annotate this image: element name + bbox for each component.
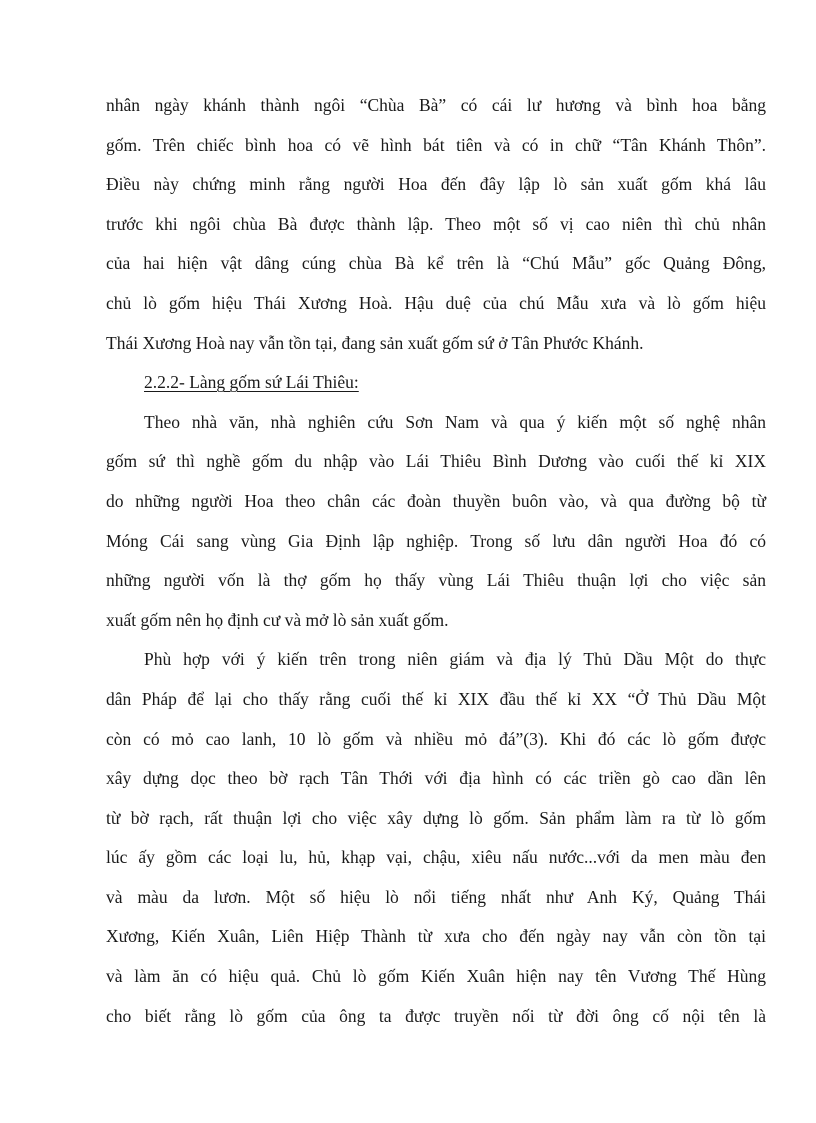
text-line: nhân ngày khánh thành ngôi “Chùa Bà” có cái lư hương và bình hoa bằng — [106, 95, 766, 115]
section-heading — [106, 363, 766, 403]
text-line: gốm. Trên chiếc bình hoa có vẽ hình bát tiên và có in chữ “Tân Khánh Thôn”. — [106, 134, 766, 155]
text-line: Theo nhà văn, nhà nghiên cứu Sơn Nam và qua ý kiến một số nghệ nhân — [144, 411, 766, 432]
text-line: xuất gốm nên họ định cư và mở lò sản xuất gốm. — [106, 609, 449, 630]
text-line: Xương, Kiến Xuân, Liên Hiệp Thành từ xưa cho đến ngày nay vẫn còn tồn tại — [106, 926, 766, 947]
text-line: chủ lò gốm hiệu Thái Xương Hoà. Hậu duệ của chú Mẫu xưa và lò gốm hiệu — [106, 292, 766, 313]
text-line: cho biết rằng lò gốm của ông ta được truyền nối từ đời ông cố nội tên là — [106, 1005, 766, 1026]
text-line: do những người Hoa theo chân các đoàn thuyền buôn vào, và qua đường bộ từ — [106, 490, 766, 511]
text-line: trước khi ngôi chùa Bà được thành lập. Theo một số vị cao niên thì chủ nhân — [106, 213, 766, 234]
text-line: xây dựng dọc theo bờ rạch Tân Thới với địa hình có các triền gò cao dần lên — [106, 768, 766, 789]
text-line: và màu da lươn. Một số hiệu lò nổi tiếng nhất như Anh Ký, Quảng Thái — [106, 886, 766, 907]
paragraph-3 — [106, 640, 766, 1036]
text-line: và làm ăn có hiệu quả. Chủ lò gốm Kiến Xuân hiện nay tên Vương Thế Hùng — [106, 966, 766, 987]
text-line: từ bờ rạch, rất thuận lợi cho việc xây dựng lò gốm. Sản phẩm làm ra từ lò gốm — [106, 807, 766, 828]
text-line: Phù hợp với ý kiến trên trong niên giám và địa lý Thủ Dầu Một do thực — [144, 649, 766, 670]
section-heading-text: 2.2.2- Làng gốm sứ Lái Thiêu: — [144, 372, 359, 393]
paragraph-1 — [106, 86, 766, 363]
document-page — [106, 86, 766, 1036]
text-line: còn có mỏ cao lanh, 10 lò gốm và nhiều mỏ đá”(3). Khi đó các lò gốm được — [106, 728, 766, 749]
text-line: Thái Xương Hoà nay vẫn tồn tại, đang sản xuất gốm sứ ở Tân Phước Khánh. — [106, 332, 644, 353]
text-line: của hai hiện vật dâng cúng chùa Bà kể trên là “Chú Mẫu” gốc Quảng Đông, — [106, 253, 766, 274]
text-line: gốm sứ thì nghề gốm du nhập vào Lái Thiêu Bình Dương vào cuối thế kỉ XIX — [106, 451, 766, 472]
text-line: Điều này chứng minh rằng người Hoa đến đây lập lò sản xuất gốm khá lâu — [106, 174, 766, 195]
paragraph-2 — [106, 403, 766, 641]
text-line: những người vốn là thợ gốm họ thấy vùng Lái Thiêu thuận lợi cho việc sản — [106, 570, 766, 591]
text-line: lúc ấy gồm các loại lu, hủ, khạp vại, chậu, xiêu nấu nước...với da men màu đen — [106, 847, 766, 868]
text-line: Móng Cái sang vùng Gia Định lập nghiệp. Trong số lưu dân người Hoa đó có — [106, 530, 766, 551]
text-line: dân Pháp để lại cho thấy rằng cuối thế kỉ XIX đầu thế kỉ XX “Ở Thủ Dầu Một — [106, 688, 766, 709]
